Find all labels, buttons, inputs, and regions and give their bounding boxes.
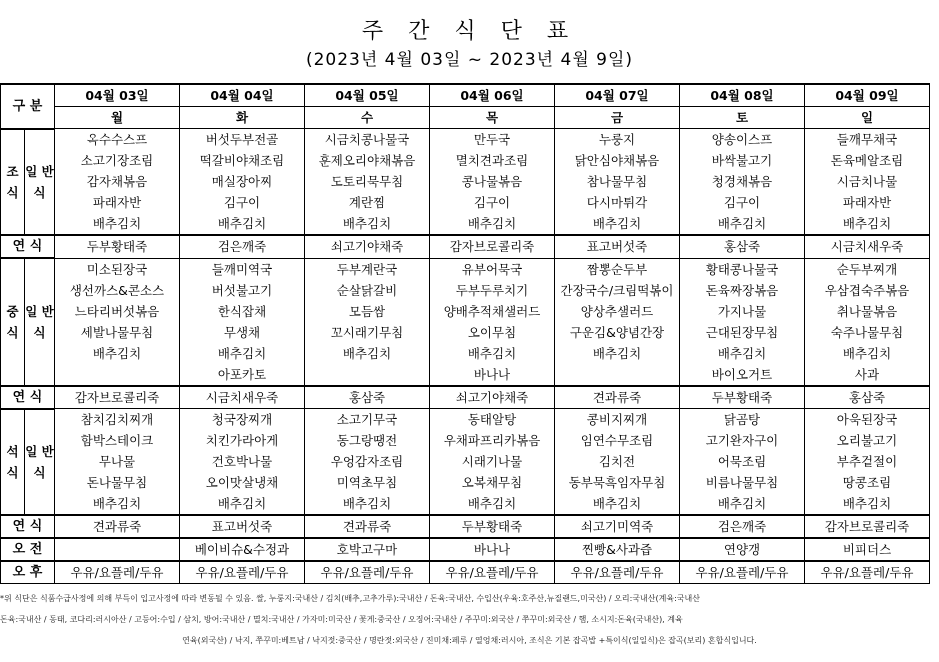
menu-item: 두부계란국: [305, 258, 430, 280]
menu-item: 오이무침: [430, 322, 555, 343]
menu-item: 만두국: [430, 129, 555, 151]
menu-item: 비름나물무침: [680, 472, 805, 493]
menu-item: 오리불고기: [805, 430, 930, 451]
menu-item: 매실장아찌: [180, 171, 305, 192]
breakfast-row: [1, 213, 930, 235]
menu-item: 동그랑땡전: [305, 430, 430, 451]
menu-item: 짬뽕순두부: [555, 258, 680, 280]
menu-item: 가지나물: [680, 301, 805, 322]
menu-item: 닭곰탕: [680, 409, 805, 431]
menu-item: 함박스테이크: [55, 430, 180, 451]
menu-item: 부추겉절이: [805, 451, 930, 472]
menu-item: 배추김치: [680, 343, 805, 364]
menu-item: 동태알탕: [430, 409, 555, 431]
day-weekday: 화: [180, 107, 305, 129]
lunch-row: [1, 301, 930, 322]
dinner-row: [1, 430, 930, 451]
menu-item: 오복채무침: [430, 472, 555, 493]
menu-item: 멸치견과조림: [430, 150, 555, 171]
lunch-row: [1, 364, 930, 386]
breakfast-row: [1, 150, 930, 171]
dinner_porridge-label: 연 식: [1, 515, 55, 538]
menu-item: 견과류죽: [555, 386, 680, 409]
menu-item: 배추김치: [180, 493, 305, 515]
menu-item: 양상추샐러드: [555, 301, 680, 322]
day-weekday: 수: [305, 107, 430, 129]
dinner-label: 석 식: [1, 409, 25, 516]
footnotes: [0, 588, 939, 651]
menu-item: 오이맛살냉채: [180, 472, 305, 493]
menu-item: 쇠고기야채죽: [305, 235, 430, 258]
menu-item: 시금치새우죽: [805, 235, 930, 258]
menu-item: 근대된장무침: [680, 322, 805, 343]
menu-item: 쇠고기미역죽: [555, 515, 680, 538]
menu-item: 콩나물볶음: [430, 171, 555, 192]
menu-table-body: [1, 84, 930, 584]
day-weekday: 목: [430, 107, 555, 129]
menu-item: 김치전: [555, 451, 680, 472]
menu-item: 사과: [805, 364, 930, 386]
menu-item: 양송이스프: [680, 129, 805, 151]
menu-item: 두부황태죽: [680, 386, 805, 409]
menu-item: 호박고구마: [305, 538, 430, 561]
menu-item: 청경채볶음: [680, 171, 805, 192]
lunch-label: 중 식: [1, 258, 25, 386]
weekly-menu-table: [0, 83, 930, 584]
menu-item: 다시마튀각: [555, 192, 680, 213]
menu-item: 고기완자구이: [680, 430, 805, 451]
menu-item: 임연수무조림: [555, 430, 680, 451]
lunch-row: [1, 322, 930, 343]
menu-item: 배추김치: [805, 213, 930, 235]
menu-item: 홍삼죽: [305, 386, 430, 409]
menu-item: 검은깨죽: [180, 235, 305, 258]
day-date: 04월 08일: [680, 84, 805, 107]
day-weekday: 월: [55, 107, 180, 129]
pm_snack-label: 오 후: [1, 561, 55, 584]
menu-item: 배추김치: [555, 213, 680, 235]
menu-item: 소고기장조림: [55, 150, 180, 171]
menu-item: [555, 364, 680, 386]
menu-item: 배추김치: [805, 493, 930, 515]
header-date-row: [1, 84, 930, 107]
menu-item: 우유/요플레/두유: [680, 561, 805, 584]
day-date: 04월 03일: [55, 84, 180, 107]
breakfast-row: [1, 129, 930, 151]
menu-item: 간장국수/크림떡볶이: [555, 280, 680, 301]
menu-item: 무생채: [180, 322, 305, 343]
menu-item: 미소된장국: [55, 258, 180, 280]
menu-item: 바싹불고기: [680, 150, 805, 171]
lunch-row: [1, 280, 930, 301]
menu-item: 김구이: [430, 192, 555, 213]
menu-item: 파래자반: [55, 192, 180, 213]
menu-item: 구운김&양념간장: [555, 322, 680, 343]
breakfast-row: [1, 192, 930, 213]
menu-item: 버섯두부전골: [180, 129, 305, 151]
menu-item: 바나나: [430, 538, 555, 561]
menu-item: 우유/요플레/두유: [180, 561, 305, 584]
menu-item: 파래자반: [805, 192, 930, 213]
day-date: 04월 07일: [555, 84, 680, 107]
dinner-row: [1, 451, 930, 472]
breakfast-label: 조 식: [1, 129, 25, 236]
menu-item: 순두부찌개: [805, 258, 930, 280]
menu-item: 배추김치: [430, 493, 555, 515]
header-label: 구 분: [1, 84, 55, 129]
menu-item: 김구이: [680, 192, 805, 213]
menu-item: 배추김치: [680, 213, 805, 235]
menu-item: 돈나물무침: [55, 472, 180, 493]
am_snack-row: [1, 538, 930, 561]
menu-item: 참치김치찌개: [55, 409, 180, 431]
menu-item: 어묵조림: [680, 451, 805, 472]
menu-item: 바이오거트: [680, 364, 805, 386]
menu-item: 감자브로콜리죽: [430, 235, 555, 258]
day-weekday: 토: [680, 107, 805, 129]
menu-item: 견과류죽: [305, 515, 430, 538]
day-weekday: 금: [555, 107, 680, 129]
menu-item: 유부어묵국: [430, 258, 555, 280]
menu-item: 홍삼죽: [680, 235, 805, 258]
menu-item: 배추김치: [430, 213, 555, 235]
menu-item: 우유/요플레/두유: [430, 561, 555, 584]
menu-item: 바나나: [430, 364, 555, 386]
menu-item: 순살닭갈비: [305, 280, 430, 301]
menu-item: 배추김치: [55, 213, 180, 235]
menu-item: 땅콩조림: [805, 472, 930, 493]
lunch-row: [1, 343, 930, 364]
menu-item: 감자채볶음: [55, 171, 180, 192]
morning_porridge-row: [1, 235, 930, 258]
menu-item: 우유/요플레/두유: [805, 561, 930, 584]
menu-item: 아포카토: [180, 364, 305, 386]
menu-item: 콩비지찌개: [555, 409, 680, 431]
page-title: 주 간 식 단 표: [361, 19, 578, 44]
menu-item: 느타리버섯볶음: [55, 301, 180, 322]
menu-item: 건호박나물: [180, 451, 305, 472]
menu-item: 숙주나물무침: [805, 322, 930, 343]
menu-item: 찐빵&사과즙: [555, 538, 680, 561]
menu-item: 들깨무채국: [805, 129, 930, 151]
menu-item: 감자브로콜리죽: [55, 386, 180, 409]
menu-item: 배추김치: [305, 213, 430, 235]
pm_snack-row: [1, 561, 930, 584]
menu-item: 두부두루치기: [430, 280, 555, 301]
menu-item: 배추김치: [55, 343, 180, 364]
dinner_porridge-row: [1, 515, 930, 538]
menu-item: 쇠고기야채죽: [430, 386, 555, 409]
menu-item: 황태콩나물국: [680, 258, 805, 280]
menu-item: 배추김치: [180, 343, 305, 364]
menu-item: 비피더스: [805, 538, 930, 561]
menu-item: 홍삼죽: [805, 386, 930, 409]
footnote-line-3: 연육(외국산) / 낙지, 쭈꾸미:베트남 / 낙지젓:중국산 / 명란젓:외국산 / 진미채:페루 / 열엉채:러시아, 조식은 기본 잡곡밥 +특이식(일일식)은 잡곡(보리) 혼합식입니다.: [182, 636, 757, 645]
menu-item: 배추김치: [555, 493, 680, 515]
day-date: 04월 06일: [430, 84, 555, 107]
menu-item: 떡갈비야채조림: [180, 150, 305, 171]
date-range-subtitle: (2023년 4월 03일 ~ 2023년 4월 9일): [305, 50, 634, 70]
menu-item: 계란찜: [305, 192, 430, 213]
menu-item: 우유/요플레/두유: [555, 561, 680, 584]
menu-item: 배추김치: [180, 213, 305, 235]
lunch-row: [1, 258, 930, 280]
lunch_porridge-label: 연 식: [1, 386, 55, 409]
header-weekday-row: [1, 107, 930, 129]
day-date: 04월 05일: [305, 84, 430, 107]
menu-item: 배추김치: [55, 493, 180, 515]
menu-item: 누룽지: [555, 129, 680, 151]
menu-item: 우유/요플레/두유: [305, 561, 430, 584]
menu-item: 미역초무침: [305, 472, 430, 493]
menu-item: 동부묵흑임자무침: [555, 472, 680, 493]
menu-item: 돈육짜장볶음: [680, 280, 805, 301]
dinner-row: [1, 409, 930, 431]
lunch_porridge-row: [1, 386, 930, 409]
menu-item: 시금치나물: [805, 171, 930, 192]
day-date: 04월 04일: [180, 84, 305, 107]
menu-item: 표고버섯죽: [555, 235, 680, 258]
menu-item: 우엉감자조림: [305, 451, 430, 472]
menu-item: 시래기나물: [430, 451, 555, 472]
menu-item: 연양갱: [680, 538, 805, 561]
menu-item: 시금치콩나물국: [305, 129, 430, 151]
menu-item: 배추김치: [555, 343, 680, 364]
footnote-line-2: 돈육:국내산 / 동태, 코다리:러시아산 / 고등어:수입 / 삼치, 방어:국내산 / 멸치:국내산 / 가자미:미국산 / 꽃게:중국산 / 오징어:국내산 / 주꾸미:외국산 / 쭈꾸미:외국산 / 햄, 소시지:돈육(국내산), 계육: [0, 615, 683, 624]
menu-item: 두부황태죽: [55, 235, 180, 258]
menu-item: 참나물무침: [555, 171, 680, 192]
menu-item: [305, 364, 430, 386]
menu-item: 아욱된장국: [805, 409, 930, 431]
menu-item: 버섯불고기: [180, 280, 305, 301]
menu-item: 청국장찌개: [180, 409, 305, 431]
dinner-row: [1, 472, 930, 493]
menu-item: 베이비슈&수정과: [180, 538, 305, 561]
menu-item: 치킨가라아게: [180, 430, 305, 451]
menu-item: 우채파프리카볶음: [430, 430, 555, 451]
breakfast-row: [1, 171, 930, 192]
menu-item: 우삼겹숙주볶음: [805, 280, 930, 301]
menu-item: 생선까스&콘소스: [55, 280, 180, 301]
menu-item: 도토리묵무침: [305, 171, 430, 192]
menu-item: 배추김치: [430, 343, 555, 364]
menu-item: 두부황태죽: [430, 515, 555, 538]
menu-item: 소고기무국: [305, 409, 430, 431]
menu-item: 양배추적채샐러드: [430, 301, 555, 322]
menu-item: [55, 538, 180, 561]
menu-item: 닭안심야채볶음: [555, 150, 680, 171]
lunch-sub-label: 일 반 식: [25, 258, 55, 386]
menu-item: 감자브로콜리죽: [805, 515, 930, 538]
am_snack-label: 오 전: [1, 538, 55, 561]
day-date: 04월 09일: [805, 84, 930, 107]
menu-item: 배추김치: [305, 343, 430, 364]
menu-item: 모듬쌈: [305, 301, 430, 322]
menu-item: 훈제오리야채볶음: [305, 150, 430, 171]
menu-item: 꼬시래기무침: [305, 322, 430, 343]
menu-item: 배추김치: [805, 343, 930, 364]
menu-item: 검은깨죽: [680, 515, 805, 538]
menu-item: [55, 364, 180, 386]
menu-item: 옥수수스프: [55, 129, 180, 151]
menu-item: 시금치새우죽: [180, 386, 305, 409]
menu-item: 들깨미역국: [180, 258, 305, 280]
day-weekday: 일: [805, 107, 930, 129]
menu-item: 김구이: [180, 192, 305, 213]
breakfast-sub-label: 일 반 식: [25, 129, 55, 236]
footnote-line-1: *위 식단은 식품수급사정에 의해 부득이 입고사정에 따라 변동될 수 있음. 쌀, 누룽지:국내산 / 김치(배추,고추가루):국내산 / 돈육:국내산, 수입산(우육:호주산,뉴질랜드,미국산) / 오리:국내산(계육:국내산: [0, 594, 700, 603]
menu-item: 무나물: [55, 451, 180, 472]
dinner-sub-label: 일 반 식: [25, 409, 55, 516]
dinner-row: [1, 493, 930, 515]
menu-item: 배추김치: [680, 493, 805, 515]
menu-item: 표고버섯죽: [180, 515, 305, 538]
menu-item: 취나물볶음: [805, 301, 930, 322]
menu-item: 돈육메알조림: [805, 150, 930, 171]
menu-item: 배추김치: [305, 493, 430, 515]
menu-item: 한식잡채: [180, 301, 305, 322]
menu-item: 우유/요플레/두유: [55, 561, 180, 584]
menu-item: 견과류죽: [55, 515, 180, 538]
menu-item: 세발나물무침: [55, 322, 180, 343]
morning_porridge-label: 연 식: [1, 235, 55, 258]
